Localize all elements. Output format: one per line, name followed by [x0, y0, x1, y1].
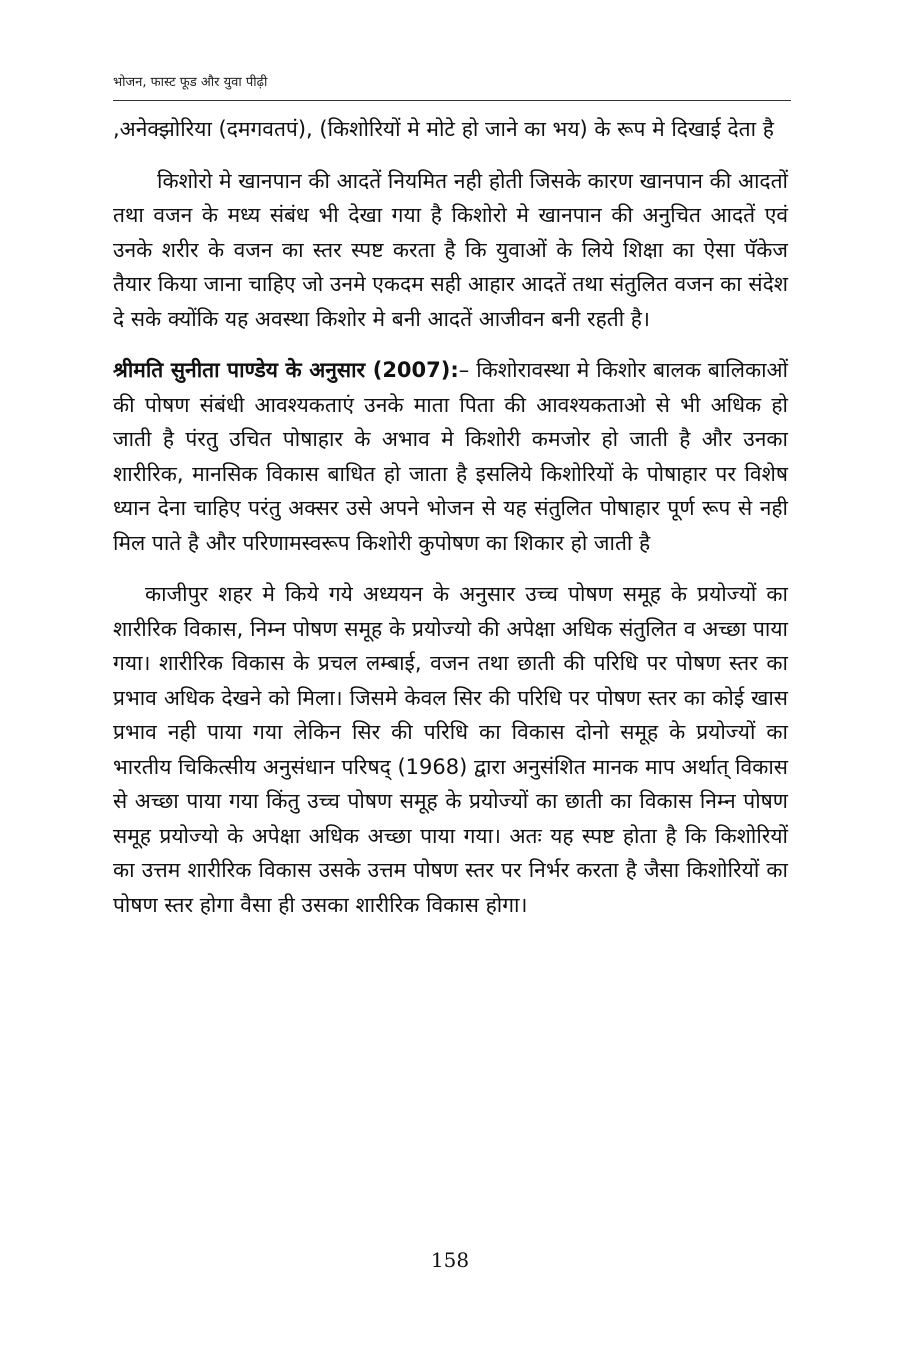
paragraph-4: काजीपुर शहर मे किये गये अध्ययन के अनुसार उच्च पोषण समूह के प्रयोज्यों का शारीरिक विकास, निम्न पोषण समूह के प्रयोज्यो की अपेक्षा अधिक संतुलित व अच्छा पाया गया। शारीरिक विकास के प्रचल लम्बाई, वजन तथा छाती की परिधि पर पोषण स्तर का प्रभाव अधिक देखने को मिला। जिसमे केवल सिर की परिधि पर पोषण स्तर का कोई खास प्रभाव नही पाया गया लेकिन सिर की परिधि का विकास दोनो समूह के प्रयोज्यों का भारतीय चिकित्सीय अनुसंधान परिषद् (1968) द्वारा अनुसंशित मानक माप अर्थात् विकास से अच्छा पाया गया किंतु उच्च पोषण समूह के प्रयोज्यों का छाती का विकास निम्न पोषण समूह प्रयोज्यो के अपेक्षा अधिक अच्छा पाया गया। अतः यह स्पष्ट होता है कि किशोरियों का उत्तम शारीरिक विकास उसके उत्तम पोषण स्तर पर निर्भर करता है जैसा किशोरियों का पोषण स्तर होगा वैसा ही उसका शारीरिक विकास होगा।: [113, 582, 788, 917]
page-body: [113, 112, 788, 939]
header-divider: [113, 100, 791, 101]
running-header: भोजन, फास्ट फूड और युवा पीढ़ी: [113, 75, 268, 90]
paragraph-2: किशोरो मे खानपान की आदतें नियमित नही होती जिसके कारण खानपान की आदतों तथा वजन के मध्य संबंध भी देखा गया है किशोरो मे खानपान की अनुचित आदतें एवं उनके शरीर के वजन का स्तर स्पष्ट करता है कि युवाओं के लिये शिक्षा का ऐसा पॅकेज तैयार किया जाना चाहिए जो उनमे एकदम सही आहार आदतें तथा संतुलित वजन का संदेश दे सके क्योंकि यह अवस्था किशोर मे बनी आदतें आजीवन बनी रहती है।: [113, 168, 788, 331]
citation-lead: श्रीमति सुनीता पाण्डेय के अनुसार (2007):: [113, 358, 459, 382]
paragraph-3-text: – किशोरावस्था मे किशोर बालक बालिकाओं की पोषण संबंधी आवश्यकताएं उनके माता पिता की आवश्यकताओ से भी अधिक हो जाती है पंरतु उचित पोषाहार के अभाव मे किशोरी कमजोर हो जाती है और उनका शारीरिक, मानसिक विकास बाधित हो जाता है इसलिये किशोरियों के पोषाहार पर विशेष ध्यान देना चाहिए परंतु अक्सर उसे अपने भोजन से यह संतुलित पोषाहार पूर्ण रूप से नही मिल पाते है और परिणामस्वरूप किशोरी कुपोषण का शिकार हो जाती है: [113, 358, 788, 555]
page-number: 158: [430, 1248, 470, 1272]
paragraph-1: ,अनेक्झोरिया (दमगवतपं), (किशोरियों मे मोटे हो जाने का भय) के रूप मे दिखाई देता है: [113, 117, 774, 141]
paragraph-3: [113, 353, 788, 560]
